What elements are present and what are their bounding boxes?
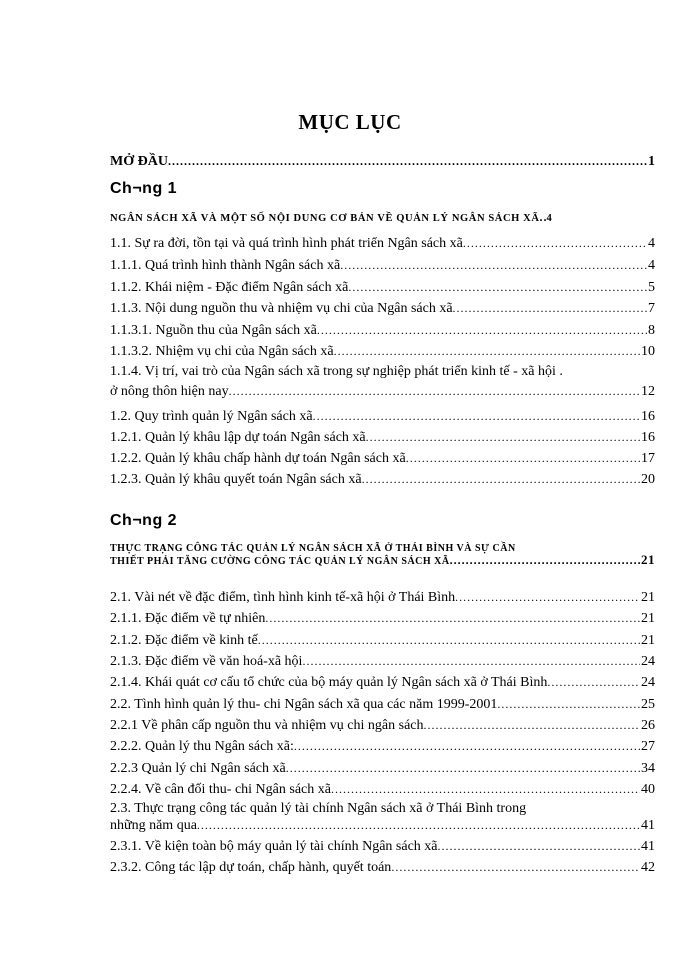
toc-entry[interactable]: 1.1.3. Nội dung nguồn thu và nhiệm vụ chi của Ngân sách xã . . . 7 xyxy=(110,299,655,318)
toc-entry-multiline[interactable]: 1.1.4. Vị trí, vai trò của Ngân sách xã trong sự nghiệp phát triển kinh tế - xã hội . ở nông thôn hiện nay . . . 12 xyxy=(110,364,655,400)
toc-entry-multiline[interactable]: 2.3. Thực trạng công tác quản lý tài chính Ngân sách xã ở Thái Bình trong những năm qua . . . 41 xyxy=(110,801,655,834)
toc-entry[interactable]: 2.1.1. Đặc điểm về tự nhiên . . . 21 xyxy=(110,609,655,628)
toc-entry[interactable]: 2.2.3 Quản lý chi Ngân sách xã . . . 34 xyxy=(110,759,655,778)
toc-entry[interactable]: 2.3.1. Về kiện toàn bộ máy quản lý tài chính Ngân sách xã . . . 41 xyxy=(110,837,655,856)
chapter-2-heading: Ch¬ng 2 xyxy=(110,512,178,529)
toc-entry[interactable]: 2.2. Tình hình quản lý thu- chi Ngân sách xã qua các năm 1999-2001 . . . 25 xyxy=(110,695,655,714)
toc-entry[interactable]: 1.2. Quy trình quản lý Ngân sách xã . . . 16 xyxy=(110,407,655,426)
chapter-2-title[interactable]: THỰC TRẠNG CÔNG TÁC QUẢN LÝ NGÂN SÁCH XÃ Ở THÁI BÌNH VÀ SỰ CẦN THIẾT PHẢI TĂNG CƯỜNG CÔNG TÁC QUẢN LÝ NGÂN SÁCH XÃ . . . 21 xyxy=(110,543,655,567)
toc-entry[interactable]: 1.1. Sự ra đời, tồn tại và quá trình hình phát triển Ngân sách xã . . . 4 xyxy=(110,234,655,253)
toc-entry[interactable]: 2.3.2. Công tác lập dự toán, chấp hành, quyết toán . . . 42 xyxy=(110,858,655,877)
toc-entry[interactable]: 1.1.1. Quá trình hình thành Ngân sách xã . . . 4 xyxy=(110,256,655,275)
toc-entry[interactable]: 2.1.4. Khái quát cơ cấu tổ chức của bộ máy quản lý Ngân sách xã ở Thái Bình . . . 24 xyxy=(110,673,655,692)
toc-entry[interactable]: 2.2.4. Về cân đối thu- chi Ngân sách xã . . . 40 xyxy=(110,780,655,799)
toc-entry-intro[interactable]: MỞ ĐẦU . . . 1 xyxy=(110,152,655,171)
toc-entry[interactable]: 1.1.2. Khái niệm - Đặc điểm Ngân sách xã . . . 5 xyxy=(110,278,655,297)
toc-entry[interactable]: 1.1.3.2. Nhiệm vụ chi của Ngân sách xã . . . 10 xyxy=(110,342,655,361)
toc-entry[interactable]: 2.1.3. Đặc điểm về văn hoá-xã hội . . . 24 xyxy=(110,652,655,671)
toc-entry[interactable]: 2.2.2. Quản lý thu Ngân sách xã: . . . 27 xyxy=(110,737,655,756)
chapter-1-title[interactable]: NGÂN SÁCH XÃ VÀ MỘT SỐ NỘI DUNG CƠ BẢN VỀ QUẢN LÝ NGÂN SÁCH XÃ . . . 4 xyxy=(110,208,655,228)
toc-entry[interactable]: 1.2.2. Quản lý khâu chấp hành dự toán Ngân sách xã . . . 17 xyxy=(110,449,655,468)
toc-entry[interactable]: 2.1. Vài nét về đặc điểm, tình hình kinh tế-xã hội ở Thái Bình . . . 21 xyxy=(110,588,655,607)
page-title: MỤC LỤC xyxy=(298,110,402,134)
toc-entry[interactable]: 2.1.2. Đặc điểm về kinh tế . . . 21 xyxy=(110,631,655,650)
toc-entry[interactable]: 2.2.1 Về phân cấp nguồn thu và nhiệm vụ chi ngân sách . . . 26 xyxy=(110,716,655,735)
toc-entry[interactable]: 1.2.1. Quản lý khâu lập dự toán Ngân sách xã . . . 16 xyxy=(110,428,655,447)
toc-entry[interactable]: 1.1.3.1. Nguồn thu của Ngân sách xã . . . 8 xyxy=(110,321,655,340)
chapter-1-heading: Ch¬ng 1 xyxy=(110,180,178,197)
toc-entry[interactable]: 1.2.3. Quản lý khâu quyết toán Ngân sách xã . . . 20 xyxy=(110,470,655,489)
